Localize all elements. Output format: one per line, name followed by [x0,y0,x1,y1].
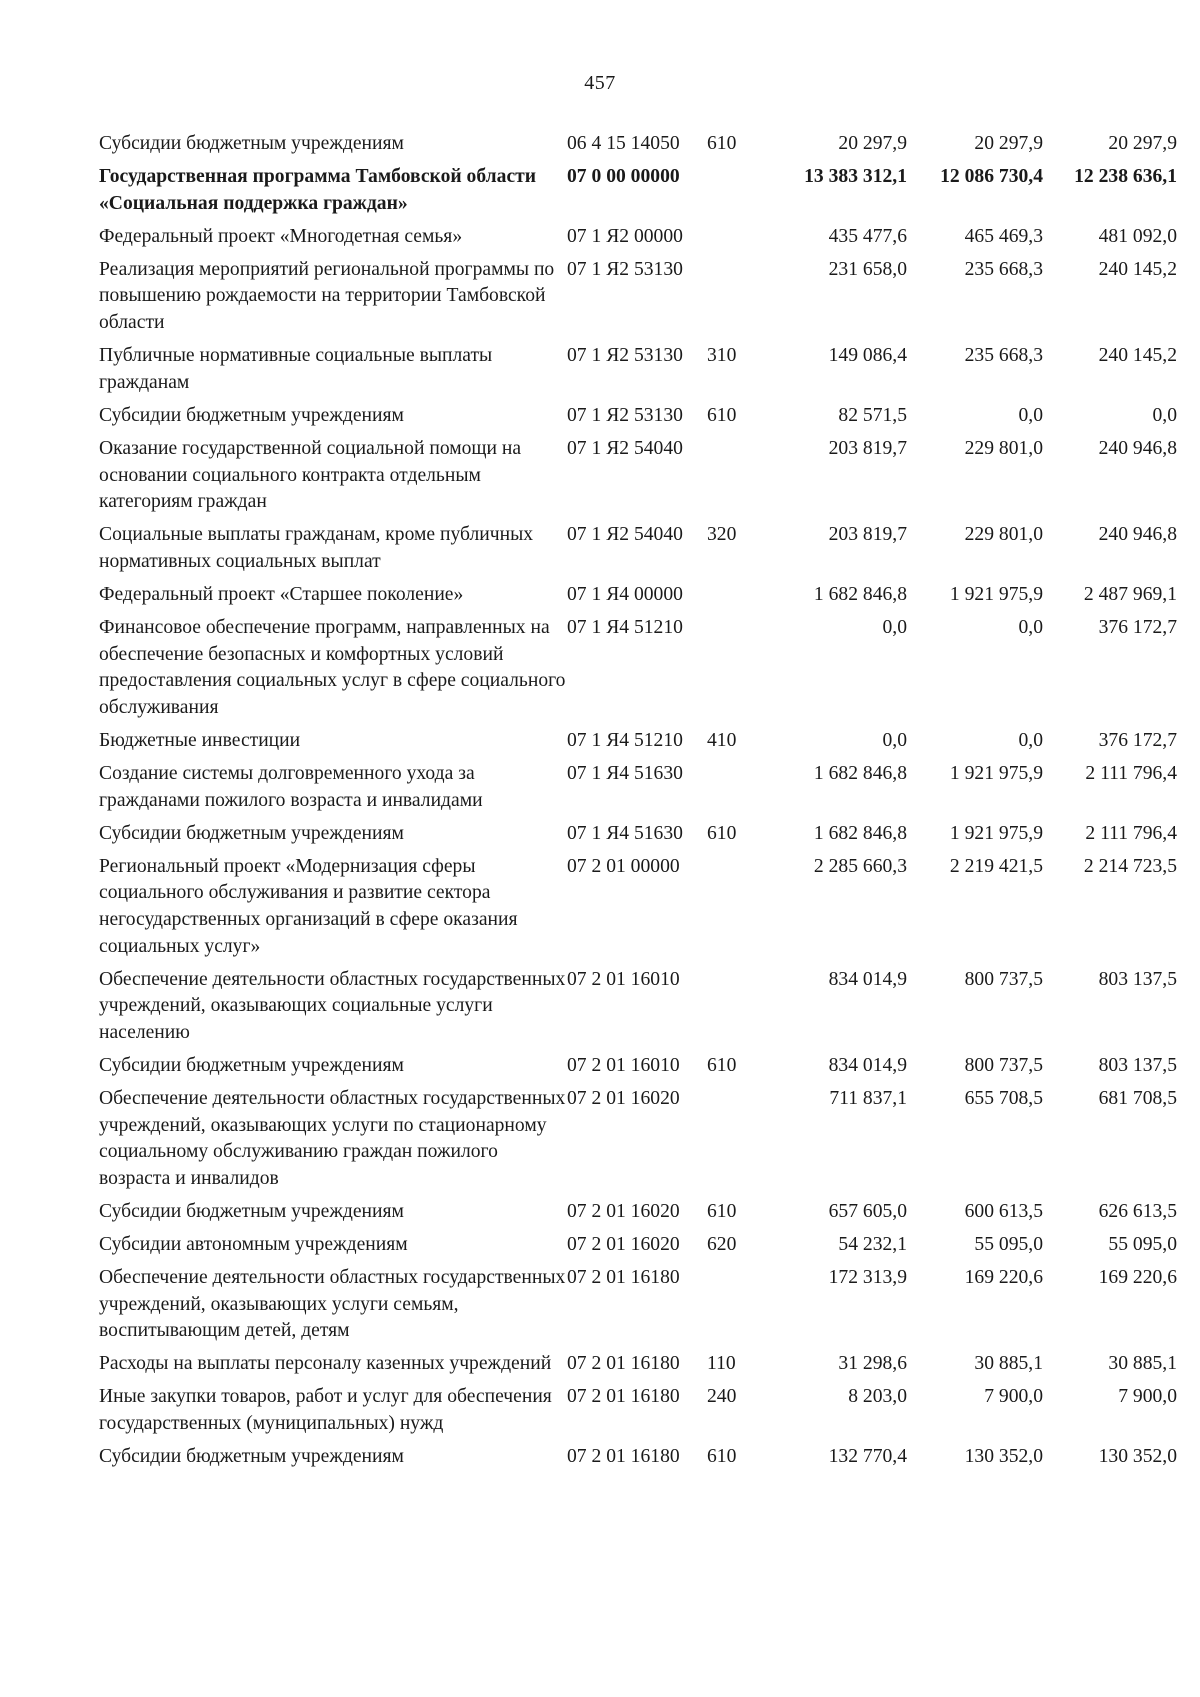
target-article-code: 07 2 01 16180 [567,1446,680,1468]
target-article-code: 07 2 01 16020 [567,1233,680,1255]
expense-name: Субсидии бюджетным учреждениям [99,822,404,844]
amount-year-3: 169 220,6 [1098,1267,1177,1289]
expense-type-code: 610 [707,1446,737,1468]
amount-year-3: 12 238 636,1 [1074,166,1177,188]
target-article-code: 06 4 15 14050 [567,133,680,154]
amount-year-3: 626 613,5 [1098,1200,1177,1222]
amount-year-1: 657 605,0 [828,1200,907,1222]
target-article-code: 07 2 01 16180 [567,1267,680,1289]
expense-type-code [707,854,761,967]
target-article-code: 07 1 Я2 53130 [567,345,683,367]
target-article-code: 07 1 Я2 53130 [567,258,683,280]
target-article-code: 07 2 01 16010 [567,968,680,990]
amount-year-2: 1 921 975,9 [949,583,1043,605]
amount-year-1: 82 571,5 [838,404,907,426]
table-row [99,343,1177,403]
table-row [99,854,1177,967]
amount-year-3: 240 946,8 [1098,524,1177,546]
amount-year-3: 30 885,1 [1108,1353,1177,1375]
expense-name: Государственная программа Тамбовской области «Социальная поддержка граждан» [99,166,537,214]
expense-name: Обеспечение деятельности областных государственных учреждений, оказывающих социальные услуги населению [99,968,566,1043]
table-row [99,1232,1177,1265]
amount-year-2: 0,0 [1018,404,1043,426]
expense-type-code [707,164,761,224]
amount-year-3: 240 145,2 [1098,345,1177,367]
amount-year-3: 2 111 796,4 [1085,762,1177,784]
amount-year-2: 655 708,5 [964,1088,1043,1109]
target-article-code: 07 1 Я2 00000 [567,225,683,247]
expense-name: Субсидии автономным учреждениям [99,1233,408,1255]
amount-year-3: 7 900,0 [1118,1386,1177,1408]
expense-type-code [707,1265,761,1351]
amount-year-1: 203 819,7 [828,524,907,546]
expense-name: Субсидии бюджетным учреждениям [99,404,404,426]
target-article-code: 07 1 Я2 53130 [567,404,683,426]
table-row [99,1199,1177,1232]
table-row [99,728,1177,761]
table-row [99,1265,1177,1351]
amount-year-2: 169 220,6 [964,1267,1043,1289]
amount-year-1: 203 819,7 [828,437,907,459]
expense-type-code: 310 [707,345,737,367]
amount-year-2: 229 801,0 [964,437,1043,459]
amount-year-2: 12 086 730,4 [940,166,1043,188]
table-row [99,761,1177,821]
table-row [99,1444,1177,1477]
amount-year-1: 1 682 846,8 [813,822,907,844]
expense-type-code [707,582,761,615]
amount-year-2: 235 668,3 [964,258,1043,280]
amount-year-1: 1 682 846,8 [813,583,907,605]
amount-year-2: 800 737,5 [964,968,1043,990]
expense-type-code [707,615,761,728]
amount-year-2: 600 613,5 [964,1200,1043,1222]
target-article-code: 07 2 01 16010 [567,1054,680,1076]
amount-year-1: 1 682 846,8 [813,762,907,784]
amount-year-1: 435 477,6 [828,225,907,247]
expense-type-code: 610 [707,1054,737,1076]
expense-name: Бюджетные инвестиции [99,729,301,751]
table-row [99,257,1177,343]
amount-year-1: 149 086,4 [828,345,907,367]
amount-year-2: 800 737,5 [964,1054,1043,1076]
amount-year-3: 55 095,0 [1108,1233,1177,1255]
amount-year-3: 130 352,0 [1098,1446,1177,1468]
expense-type-code: 110 [707,1353,736,1375]
amount-year-2: 0,0 [1018,729,1043,751]
expense-type-code: 620 [707,1233,737,1255]
table-row [99,436,1177,522]
amount-year-2: 55 095,0 [974,1233,1043,1255]
table-row [99,224,1177,257]
target-article-code: 07 1 Я4 51630 [567,822,683,844]
amount-year-2: 30 885,1 [974,1353,1043,1375]
table-row [99,615,1177,728]
amount-year-2: 229 801,0 [964,524,1043,546]
table-row [99,967,1177,1053]
expense-type-code: 610 [707,404,737,426]
amount-year-3: 2 214 723,5 [1083,855,1177,877]
amount-year-3: 0,0 [1152,404,1177,426]
amount-year-1: 834 014,9 [828,968,907,990]
amount-year-3: 20 297,9 [1108,133,1177,154]
amount-year-1: 31 298,6 [838,1353,907,1375]
amount-year-3: 681 708,5 [1098,1088,1177,1109]
target-article-code: 07 1 Я4 51210 [567,617,683,638]
amount-year-1: 231 658,0 [828,258,907,280]
expense-name: Оказание государственной социальной помощи на основании социального контракта отдельным категориям граждан [99,437,522,513]
table-row [99,522,1177,582]
budget-table-body [99,131,1177,1477]
amount-year-1: 132 770,4 [828,1446,907,1468]
expense-name: Создание системы долговременного ухода за гражданами пожилого возраста и инвалидами [99,762,483,811]
amount-year-1: 0,0 [882,617,907,638]
amount-year-2: 7 900,0 [984,1386,1043,1408]
amount-year-1: 8 203,0 [848,1386,907,1408]
amount-year-1: 2 285 660,3 [813,855,907,877]
amount-year-2: 465 469,3 [964,225,1043,247]
expense-name: Обеспечение деятельности областных государственных учреждений, оказывающих услуги семьям, воспитывающим детей, детям [99,1267,566,1342]
table-row [99,821,1177,854]
expense-type-code [707,1086,761,1199]
target-article-code: 07 1 Я2 54040 [567,437,683,459]
expense-type-code [707,257,761,343]
amount-year-3: 803 137,5 [1098,968,1177,990]
table-row [99,1053,1177,1086]
expense-name: Финансовое обеспечение программ, направленных на обеспечение безопасных и комфортных условий предоставления социальных услуг в сфере социального обслуживания [99,617,566,718]
page-number: 457 [584,72,616,94]
amount-year-3: 481 092,0 [1098,225,1177,247]
amount-year-1: 0,0 [882,729,907,751]
amount-year-1: 711 837,1 [829,1088,907,1109]
amount-year-3: 376 172,7 [1098,617,1177,638]
expense-name: Иные закупки товаров, работ и услуг для обеспечения государственных (муниципальных) нужд [99,1386,552,1435]
target-article-code: 07 1 Я4 51630 [567,762,683,784]
table-row [99,131,1177,164]
table-row [99,582,1177,615]
table-row [99,1351,1177,1384]
table-row [99,1086,1177,1199]
expense-name: Федеральный проект «Многодетная семья» [99,225,463,247]
expense-type-code: 610 [707,1200,737,1222]
expense-name: Региональный проект «Модернизация сферы социального обслуживания и развитие сектора негосударственных организаций в сфере оказания социальных услуг» [99,855,518,957]
amount-year-2: 2 219 421,5 [949,855,1043,877]
table-row [99,1384,1177,1444]
expense-type-code [707,224,761,257]
table-row [99,164,1177,224]
amount-year-3: 2 487 969,1 [1083,583,1177,605]
amount-year-3: 2 111 796,4 [1085,822,1177,844]
target-article-code: 07 2 01 16020 [567,1200,680,1222]
expense-name: Субсидии бюджетным учреждениям [99,133,404,154]
amount-year-3: 803 137,5 [1098,1054,1177,1076]
expense-type-code: 320 [707,524,737,546]
amount-year-3: 376 172,7 [1098,729,1177,751]
expense-name: Публичные нормативные социальные выплаты гражданам [99,345,493,393]
amount-year-2: 1 921 975,9 [949,762,1043,784]
expense-type-code: 410 [707,729,737,751]
expense-type-code: 610 [707,822,737,844]
amount-year-2: 0,0 [1018,617,1043,638]
expense-type-code [707,967,761,1053]
expense-name: Федеральный проект «Старшее поколение» [99,583,464,605]
budget-table [99,131,1177,1477]
expense-type-code: 240 [707,1386,737,1408]
expense-name: Расходы на выплаты персоналу казенных учреждений [99,1353,552,1375]
amount-year-1: 13 383 312,1 [804,166,907,188]
expense-name: Субсидии бюджетным учреждениям [99,1054,404,1076]
amount-year-3: 240 946,8 [1098,437,1177,459]
expense-name: Субсидии бюджетным учреждениям [99,1446,404,1468]
expense-name: Социальные выплаты гражданам, кроме публичных нормативных социальных выплат [99,524,534,572]
amount-year-2: 235 668,3 [964,345,1043,367]
amount-year-2: 1 921 975,9 [949,822,1043,844]
target-article-code: 07 0 00 00000 [567,166,680,188]
expense-type-code [707,436,761,522]
target-article-code: 07 2 01 00000 [567,855,680,877]
amount-year-3: 240 145,2 [1098,258,1177,280]
amount-year-1: 834 014,9 [828,1054,907,1076]
target-article-code: 07 1 Я4 51210 [567,729,683,751]
expense-name: Обеспечение деятельности областных государственных учреждений, оказывающих услуги по стационарному социальному обслуживанию граждан пожилого возраста и инвалидов [99,1088,566,1189]
expense-type-code: 610 [707,133,737,154]
amount-year-1: 20 297,9 [838,133,907,154]
amount-year-1: 172 313,9 [828,1267,907,1289]
target-article-code: 07 2 01 16180 [567,1353,680,1375]
expense-name: Субсидии бюджетным учреждениям [99,1200,404,1222]
amount-year-1: 54 232,1 [838,1233,907,1255]
target-article-code: 07 2 01 16020 [567,1088,680,1109]
target-article-code: 07 1 Я4 00000 [567,583,683,605]
table-row [99,403,1177,436]
expense-type-code [707,761,761,821]
expense-name: Реализация мероприятий региональной программы по повышению рождаемости на территории Тамбовской области [99,258,555,334]
target-article-code: 07 1 Я2 54040 [567,524,683,546]
amount-year-2: 20 297,9 [974,133,1043,154]
amount-year-2: 130 352,0 [964,1446,1043,1468]
target-article-code: 07 2 01 16180 [567,1386,680,1408]
